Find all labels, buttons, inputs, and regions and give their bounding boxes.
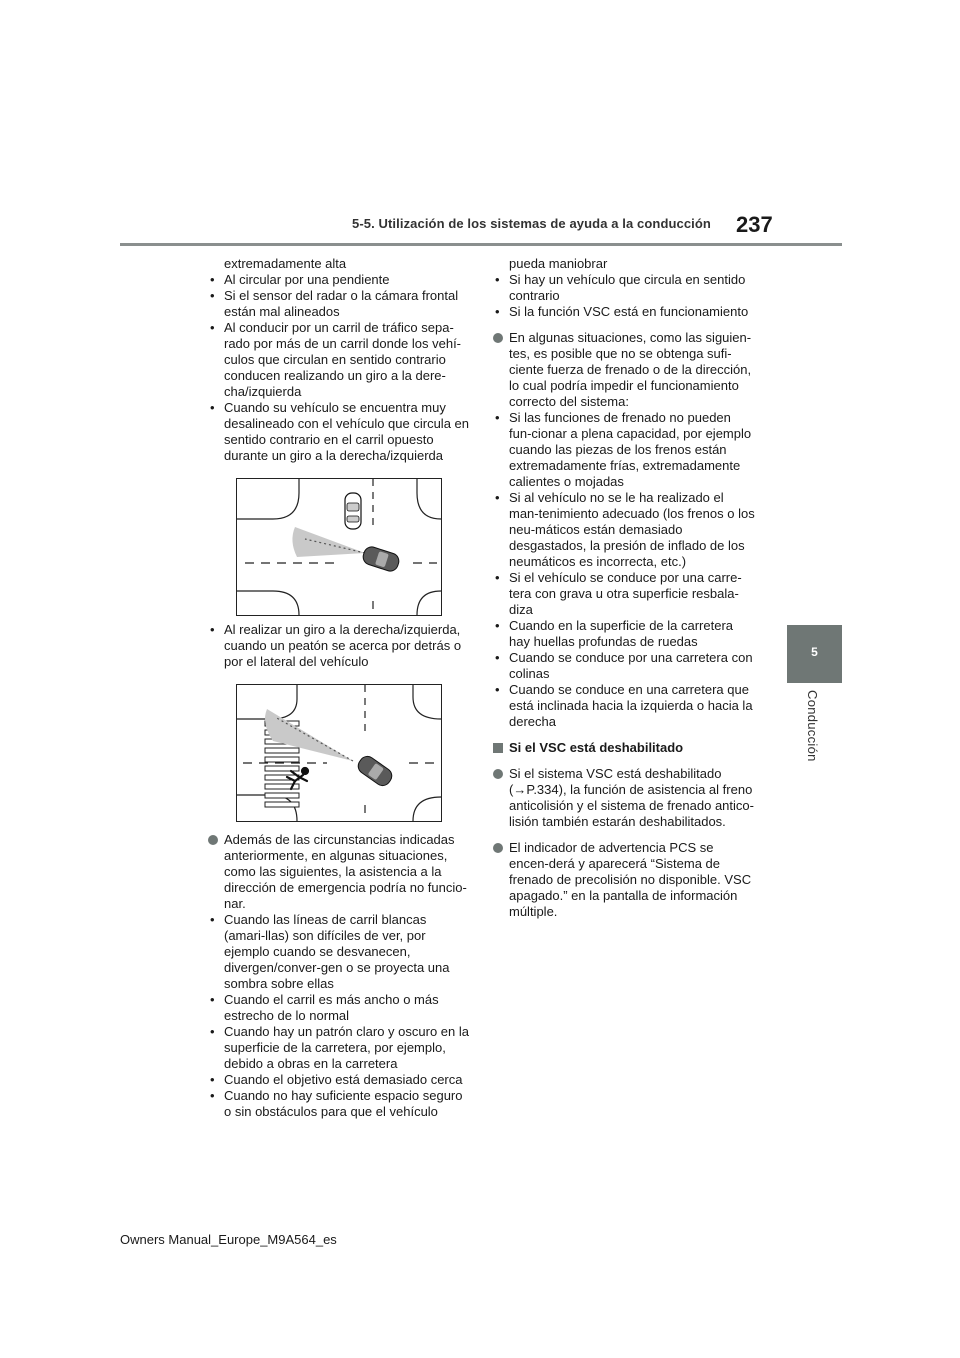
subsection-heading: Si el VSC está deshabilitado <box>493 740 755 756</box>
list-item: • Cuando el carril es más ancho o más estrecho de lo normal <box>208 992 470 1024</box>
continued-line: pueda maniobrar <box>509 256 608 271</box>
circle-list-item: Además de las circunstancias indicadas anteriormente, en algunas situaciones, como las siguientes, la asistencia a la dirección de emergencia podría no funcio-nar. <box>208 832 470 912</box>
list-item: • Si la función VSC está en funcionamiento <box>493 304 755 320</box>
chapter-number: 5 <box>811 645 818 659</box>
list-item: • Cuando en la superficie de la carretera hay huellas profundas de ruedas <box>493 618 755 650</box>
section-title: 5-5. Utilización de los sistemas de ayuda a la conducción <box>352 216 711 231</box>
pedestrian-crossing-illustration <box>236 684 442 822</box>
list-item: • Cuando hay un patrón claro y oscuro en la superficie de la carretera, por ejemplo, debido a obras en la carretera <box>208 1024 470 1072</box>
list-item: • Al realizar un giro a la derecha/izquierda, cuando un peatón se acerca por detrás o por el lateral del vehículo <box>208 622 470 670</box>
list-item: • Si hay un vehículo que circula en sentido contrario <box>493 272 755 304</box>
list-item: • Cuando las líneas de carril blancas (amari-llas) son difíciles de ver, por ejemplo cuando se desvanecen, divergen/conver-gen o se proyecta una sombra sobre ellas <box>208 912 470 992</box>
continued-line: extremadamente alta <box>224 256 347 271</box>
list-item: • Al circular por una pendiente <box>208 272 470 288</box>
list-item: • Cuando el objetivo está demasiado cerca <box>208 1072 470 1088</box>
list-item: • Al conducir por un carril de tráfico sepa-rado por más de un carril donde los vehí-culos que circulan en sentido contrario conducen realizando un giro a la dere-cha/izquierda <box>208 320 470 400</box>
header-rule <box>120 243 842 246</box>
chapter-label: Conducción <box>805 690 820 762</box>
list-item: • Cuando se conduce por una carretera con colinas <box>493 650 755 682</box>
chapter-tab <box>787 625 842 683</box>
right-column <box>493 256 755 920</box>
circle-list-item: En algunas situaciones, como las siguien-tes, es posible que no se obtenga sufi-ciente fuerza de frenado o de la dirección, lo cual podría impedir el funcionamiento correcto del sistema: <box>493 330 755 410</box>
list-item: • Cuando no hay suficiente espacio seguro o sin obstáculos para que el vehículo <box>208 1088 470 1120</box>
circle-list-item: Si el sistema VSC está deshabilitado (→P.334), la función de asistencia al freno anticolisión y el sistema de frenado antico-lisión también estarán deshabilitados. <box>493 766 755 830</box>
left-column <box>208 256 470 1120</box>
list-item: • Si al vehículo no se le ha realizado el man-tenimiento adecuado (los frenos o los neu-máticos están demasiado desgastados, la presión de inflado de los neumáticos es incorrecta, etc.) <box>493 490 755 570</box>
list-item: • Si el sensor del radar o la cámara frontal están mal alineados <box>208 288 470 320</box>
list-item: • Si el vehículo se conduce por una carre-tera con grava u otra superficie resbala-diza <box>493 570 755 618</box>
intersection-turn-illustration <box>236 478 442 616</box>
list-item: • Cuando se conduce en una carretera que está inclinada hacia la izquierda o hacia la derecha <box>493 682 755 730</box>
footer-manual-id: Owners Manual_Europe_M9A564_es <box>120 1232 337 1247</box>
circle-list-item: El indicador de advertencia PCS se encen-derá y aparecerá “Sistema de frenado de precolisión no disponible. VSC apagado.” en la pantalla de información múltiple. <box>493 840 755 920</box>
list-item: • Si las funciones de frenado no pueden fun-cionar a plena capacidad, por ejemplo cuando las piezas de los frenos están extremadamente frías, extremadamente calientes o mojadas <box>493 410 755 490</box>
list-item: • Cuando su vehículo se encuentra muy desalineado con el vehículo que circula en sentido contrario en el carril opuesto durante un giro a la derecha/izquierda <box>208 400 470 464</box>
page-number: 237 <box>736 212 773 237</box>
